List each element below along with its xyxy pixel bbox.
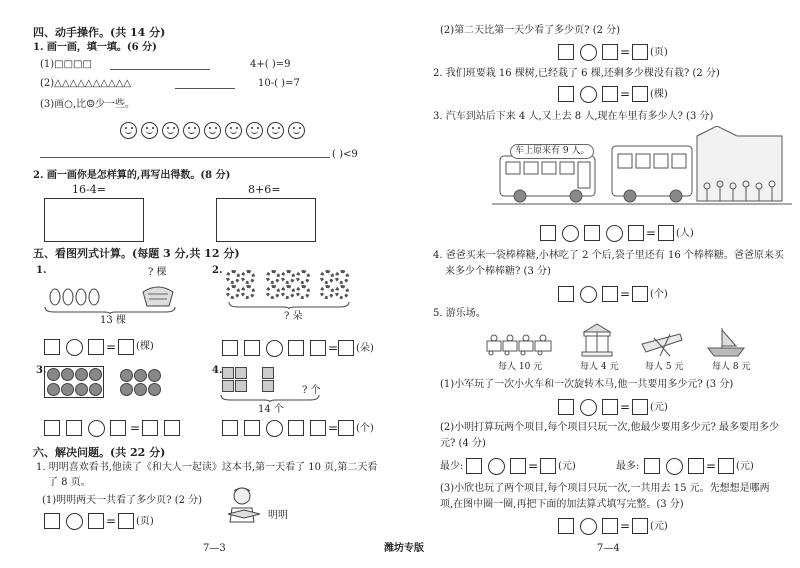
dot-icon bbox=[120, 369, 133, 382]
smiley-icon bbox=[204, 122, 221, 139]
drawing-line[interactable] bbox=[40, 157, 330, 158]
flower-icon bbox=[335, 285, 349, 299]
question-1-title: 1. 画一画，填一填。(6 分) bbox=[33, 42, 157, 53]
answer-box[interactable] bbox=[110, 420, 126, 436]
price-sailboat: 每人 8 元 bbox=[712, 362, 751, 372]
operator-circle[interactable] bbox=[580, 518, 597, 535]
answer-box[interactable] bbox=[222, 340, 238, 356]
problem-2-unit: (棵) bbox=[650, 89, 668, 100]
boy-reading-picture bbox=[224, 486, 264, 526]
problem-5-sub-1: (1)小军玩了一次小火车和一次旋转木马,他一共要用多少元? (3 分) bbox=[440, 379, 734, 390]
train-picture bbox=[485, 333, 555, 357]
smiley-icon bbox=[162, 122, 179, 139]
drawing-box-1[interactable] bbox=[44, 198, 144, 242]
answer-box[interactable] bbox=[466, 458, 482, 474]
problem-5-title: 5. 游乐场。 bbox=[433, 308, 486, 319]
problem-3-unit: (人) bbox=[676, 228, 694, 239]
flower-icon bbox=[320, 270, 334, 284]
picture-4-total: 14 个 bbox=[258, 404, 284, 415]
smiley-icon bbox=[288, 122, 305, 139]
picture-2-question: ? 朵 bbox=[284, 311, 303, 322]
page-number-right: 7—4 bbox=[597, 543, 620, 554]
cube-icon bbox=[235, 367, 247, 379]
boy-label: 明明 bbox=[268, 510, 288, 521]
flower-icon bbox=[281, 285, 295, 299]
answer-box[interactable] bbox=[88, 339, 104, 355]
operator-circle[interactable] bbox=[606, 225, 623, 242]
cube-icon bbox=[262, 367, 274, 379]
bus-scene-picture bbox=[492, 126, 792, 216]
answer-box[interactable] bbox=[558, 399, 574, 415]
answer-box[interactable] bbox=[632, 44, 648, 60]
flower-icon bbox=[296, 270, 310, 284]
cube-icon bbox=[235, 380, 247, 392]
operator-circle[interactable] bbox=[66, 513, 83, 530]
min-unit: (元) bbox=[558, 461, 576, 472]
total-brace bbox=[44, 306, 176, 314]
operator-circle[interactable] bbox=[580, 286, 597, 303]
smiley-icon bbox=[120, 122, 137, 139]
flower-icon bbox=[266, 270, 280, 284]
question-2-title: 2. 画一画你是怎样算的,再写出得数。(8 分) bbox=[33, 170, 231, 181]
flower-icon bbox=[335, 270, 349, 284]
answer-box[interactable] bbox=[602, 86, 618, 102]
sub-3-unit: (元) bbox=[650, 521, 668, 532]
operator-circle[interactable] bbox=[88, 420, 105, 437]
dot-icon bbox=[134, 383, 147, 396]
bus-speech-bubble: 车上原来有 9 人。 bbox=[510, 144, 594, 159]
operator-circle[interactable] bbox=[266, 420, 283, 437]
picture-1-question: ? 棵 bbox=[148, 267, 167, 278]
answer-box[interactable] bbox=[540, 225, 556, 241]
picture-2-number: 2. bbox=[212, 265, 223, 276]
cube-icon bbox=[262, 380, 274, 392]
picture-1-total: 13 棵 bbox=[100, 315, 126, 326]
answer-box[interactable] bbox=[118, 513, 134, 529]
picture-2-unit: (朵) bbox=[356, 343, 374, 354]
q2-equation-2: 8+6= bbox=[248, 183, 281, 196]
problem-4-unit: (个) bbox=[650, 289, 668, 300]
problem-1-line-1: 1. 明明喜欢看书,他读了《和大人一起读》这本书,第一天看了 10 页,第二天看 bbox=[36, 462, 378, 473]
price-carousel: 每人 4 元 bbox=[580, 362, 619, 372]
q1-2-label: (2)△△△△△△△△△△ bbox=[40, 78, 132, 89]
flower-icon bbox=[226, 285, 240, 299]
answer-box[interactable] bbox=[164, 420, 180, 436]
price-boat: 每人 5 元 bbox=[645, 362, 684, 372]
answer-box[interactable] bbox=[244, 420, 260, 436]
problem-3-text: 3. 汽车到站后下来 4 人,又上去 8 人,现在车里有多少人? (3 分) bbox=[433, 111, 714, 122]
operator-circle[interactable] bbox=[666, 458, 683, 475]
answer-box[interactable] bbox=[632, 286, 648, 302]
answer-box[interactable] bbox=[88, 513, 104, 529]
dot-icon bbox=[47, 383, 60, 396]
flower-icon bbox=[296, 285, 310, 299]
edition-label: 潍坊专版 bbox=[384, 543, 424, 554]
answer-box[interactable] bbox=[118, 339, 134, 355]
smiley-icon bbox=[267, 122, 284, 139]
operator-circle[interactable] bbox=[580, 399, 597, 416]
q1-1-equation: 4+( )=9 bbox=[250, 59, 291, 70]
answer-box[interactable] bbox=[602, 286, 618, 302]
problem-1-sub-1: (1)明明两天一共看了多少页? (2 分) bbox=[42, 495, 203, 506]
q1-2-equation: 10-( )=7 bbox=[258, 78, 300, 89]
picture-4-question: ? 个 bbox=[302, 385, 321, 396]
dot-icon bbox=[75, 368, 88, 381]
answer-box[interactable] bbox=[688, 458, 704, 474]
section-5-title: 五、看图列式计算。(每题 3 分,共 12 分) bbox=[33, 247, 240, 260]
problem-5-sub-3-line-2: 项,在图中圈一圈,再把下面的加法算式填写完整。(3 分) bbox=[440, 499, 684, 510]
max-unit: (元) bbox=[736, 461, 754, 472]
dot-icon bbox=[120, 383, 133, 396]
answer-box[interactable] bbox=[602, 399, 618, 415]
price-train: 每人 10 元 bbox=[498, 362, 543, 372]
operator-circle[interactable] bbox=[580, 86, 597, 103]
answer-box[interactable] bbox=[628, 225, 644, 241]
sailboat-picture bbox=[706, 326, 746, 358]
answer-box[interactable] bbox=[338, 420, 354, 436]
flower-icon bbox=[281, 270, 295, 284]
answer-box[interactable] bbox=[244, 340, 260, 356]
q1-1-label: (1)□□□□ bbox=[40, 59, 92, 70]
dot-icon bbox=[134, 369, 147, 382]
basket-picture bbox=[140, 280, 176, 308]
problem-5-sub-2-line-2: 元? (4 分) bbox=[440, 438, 486, 449]
sub-1-unit: (元) bbox=[650, 402, 668, 413]
flower-icon bbox=[320, 285, 334, 299]
right-page: (2)第二天比第一天少看了多少页? (2 分) = (页) 2. 我们班要栽 16 棵树,已经栽了 6 棵,还剩多少棵没有栽? (2 分) = (棵) 3. 汽车到站后下来 4 人,又上去 8 人,现在车里有多少人? (3 分) 车上原来有 9 人。 = (人) 4. 爸爸买来一袋棒棒糖,小林吃了 2 个后,袋子里还有 16 个棒棒糖。爸爸原来买 来多少个棒棒糖? (3 分) = (个) 5. 游乐场。 每人 10 元 每人 4 元 每人 5 元 每人 8 元 (1)小军玩了一次小火车和一次旋转木马,他一共要用多少元? (3 分) = (元) (2)小明打算玩两个项目,每个项目只玩一次,他最少要用多少元? 最多要用多少 元? (4 分) 最少: = (元) 最多: = (元) (3)小欣也玩了两个项目,每个项目只玩一次,一共用去 15 元。先想想是哪两 项,在图中圈一圈,再把下面的加法算式填写完整。(3 分) = (元) 7—4 bbox=[400, 0, 800, 568]
answer-box[interactable] bbox=[602, 44, 618, 60]
answer-box[interactable] bbox=[222, 420, 238, 436]
carousel-picture bbox=[580, 322, 614, 358]
answer-box[interactable] bbox=[510, 458, 526, 474]
min-label: 最少: bbox=[440, 461, 464, 472]
flower-icon bbox=[226, 270, 240, 284]
cube-icon bbox=[222, 367, 234, 379]
answer-box[interactable] bbox=[142, 420, 158, 436]
dot-icon bbox=[89, 368, 102, 381]
answer-box[interactable] bbox=[632, 518, 648, 534]
cube-icon bbox=[222, 380, 234, 392]
sub-2-unit: (页) bbox=[650, 47, 668, 58]
picture-1-unit: (棵) bbox=[136, 341, 154, 352]
problem-1-line-2: 了 8 页。 bbox=[48, 477, 91, 488]
answer-box[interactable] bbox=[310, 420, 326, 436]
answer-box[interactable] bbox=[288, 420, 304, 436]
operator-circle[interactable] bbox=[488, 458, 505, 475]
problem-2-text: 2. 我们班要栽 16 棵树,已经栽了 6 棵,还剩多少棵没有栽? (2 分) bbox=[433, 68, 720, 79]
smiley-icon bbox=[141, 122, 158, 139]
smiley-icon bbox=[246, 122, 263, 139]
answer-box[interactable] bbox=[602, 518, 618, 534]
answer-line[interactable] bbox=[175, 88, 235, 89]
flower-icon bbox=[266, 285, 280, 299]
picture-1-number: 1. bbox=[36, 265, 47, 276]
picture-4-number: 4. bbox=[212, 365, 223, 376]
picture-3-number: 3. bbox=[36, 365, 47, 376]
answer-box[interactable] bbox=[540, 458, 556, 474]
answer-box[interactable] bbox=[558, 86, 574, 102]
dot-icon bbox=[148, 369, 161, 382]
answer-box[interactable] bbox=[584, 225, 600, 241]
left-page: 四、动手操作。(共 14 分) 1. 画一画，填一填。(6 分) (1)□□□□ 4+( )=9 (2)△△△△△△△△△△ 10-( )=7 (3)画○,比☺少一些。 ( )<9 2. 画一画你是怎样算的,再写出得数。(8 分) 16-4= 8+6= 五、看图列式计算。(每题 3 分,共 12 分) 1. ? 棵 13 棵 = (棵) 2. ? 朵 = (朵) 3. = 4. ? 个 14 个 = (个) 六、解决问题。(共 22 分) 1. 明明喜欢看书,他读了《和大人一起读》这本书,第一天看了 10 页,第二天看 了 8 页。 (1)明明两天一共看了多少页? (2 分) = (页) 明明 7—3 潍坊专版 bbox=[33, 26, 424, 554]
answer-box[interactable] bbox=[44, 513, 60, 529]
dot-icon bbox=[61, 368, 74, 381]
problem-5-sub-3-line-1: (3)小欣也玩了两个项目,每个项目只玩一次,一共用去 15 元。先想想是哪两 bbox=[440, 483, 770, 494]
smiley-icon bbox=[225, 122, 242, 139]
problem-4-line-1: 4. 爸爸买来一袋棒棒糖,小林吃了 2 个后,袋子里还有 16 个棒棒糖。爸爸原来买 bbox=[433, 250, 784, 261]
operator-circle[interactable] bbox=[580, 44, 597, 61]
q1-3-label: (3)画○,比☺少一些。 bbox=[40, 99, 136, 110]
page-number-left: 7—3 bbox=[203, 543, 226, 554]
q1-3-equation: ( )<9 bbox=[332, 149, 358, 160]
dot-icon bbox=[75, 383, 88, 396]
operator-circle[interactable] bbox=[66, 339, 83, 356]
q2-equation-1: 16-4= bbox=[72, 183, 106, 196]
answer-box[interactable] bbox=[632, 399, 648, 415]
answer-box[interactable] bbox=[558, 44, 574, 60]
answer-line[interactable] bbox=[110, 69, 210, 70]
problem-1-sub-2: (2)第二天比第一天少看了多少页? (2 分) bbox=[440, 25, 621, 36]
flower-icon bbox=[241, 285, 255, 299]
dot-icon bbox=[89, 383, 102, 396]
answer-box[interactable] bbox=[644, 458, 660, 474]
answer-box[interactable] bbox=[310, 340, 326, 356]
answer-box[interactable] bbox=[558, 286, 574, 302]
problem-5-sub-2-line-1: (2)小明打算玩两个项目,每个项目只玩一次,他最少要用多少元? 最多要用多少 bbox=[440, 422, 780, 433]
section-4-title: 四、动手操作。(共 14 分) bbox=[33, 26, 166, 39]
dot-icon bbox=[61, 383, 74, 396]
drawing-box-2[interactable] bbox=[216, 198, 316, 242]
operator-circle[interactable] bbox=[266, 340, 283, 357]
boat-picture bbox=[640, 328, 684, 358]
total-brace bbox=[228, 301, 350, 309]
answer-box[interactable] bbox=[718, 458, 734, 474]
problem-1-unit: (页) bbox=[136, 516, 154, 527]
trees-picture bbox=[48, 288, 103, 306]
answer-box[interactable] bbox=[558, 518, 574, 534]
total-brace bbox=[220, 394, 320, 402]
answer-box[interactable] bbox=[658, 225, 674, 241]
smiley-icon bbox=[183, 122, 200, 139]
answer-box[interactable] bbox=[338, 340, 354, 356]
operator-circle[interactable] bbox=[562, 225, 579, 242]
dot-icon bbox=[148, 383, 161, 396]
picture-4-unit: (个) bbox=[356, 423, 374, 434]
flower-icon bbox=[241, 270, 255, 284]
max-label: 最多: bbox=[616, 461, 640, 472]
answer-box[interactable] bbox=[632, 86, 648, 102]
section-6-title: 六、解决问题。(共 22 分) bbox=[33, 446, 166, 459]
answer-box[interactable] bbox=[66, 420, 82, 436]
problem-4-line-2: 来多少个棒棒糖? (3 分) bbox=[445, 266, 551, 277]
answer-box[interactable] bbox=[44, 339, 60, 355]
answer-box[interactable] bbox=[44, 420, 60, 436]
answer-box[interactable] bbox=[288, 340, 304, 356]
dot-icon bbox=[47, 368, 60, 381]
